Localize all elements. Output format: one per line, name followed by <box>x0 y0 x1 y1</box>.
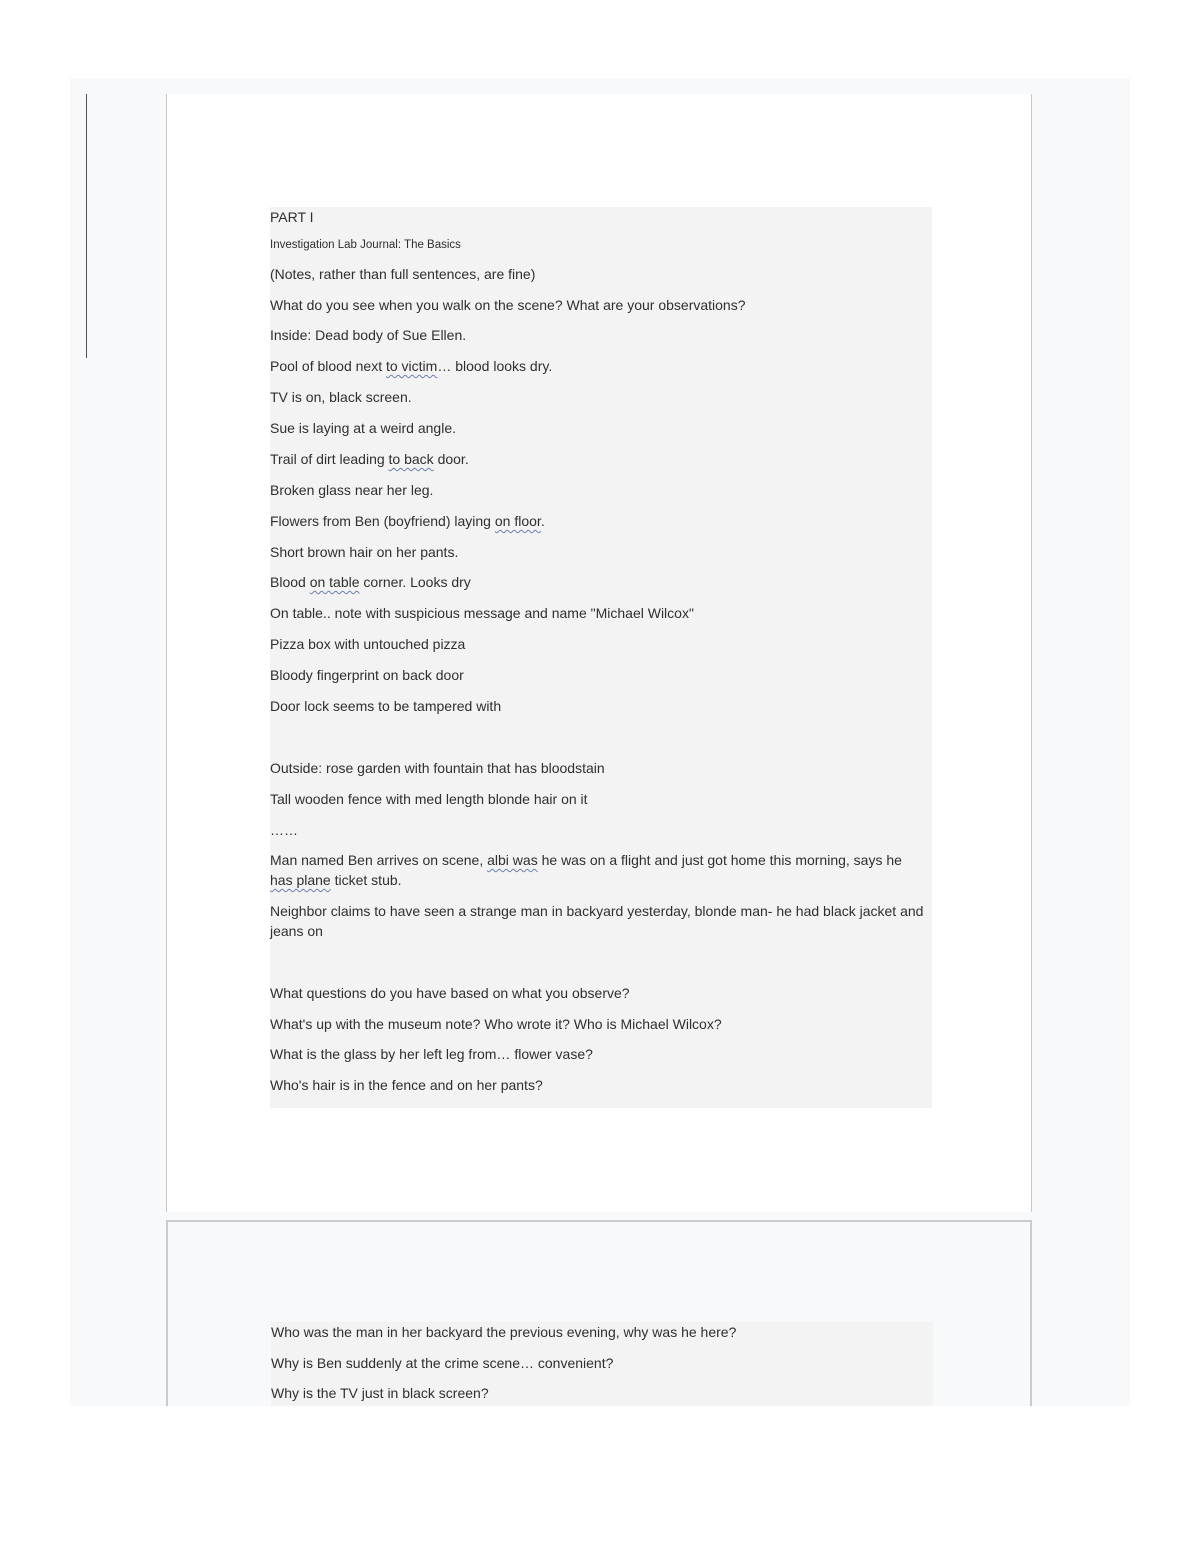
observation-line: TV is on, black screen. <box>270 389 412 405</box>
spelling-flag[interactable]: on floor <box>494 513 541 529</box>
text-run: Flowers from Ben (boyfriend) laying <box>270 513 495 529</box>
observation-line: Short brown hair on her pants. <box>270 544 459 560</box>
observation-line: Inside: Dead body of Sue Ellen. <box>270 327 467 343</box>
questions-heading: What questions do you have based on what you observe? <box>270 985 630 1001</box>
spelling-flag[interactable]: albi was <box>487 852 538 868</box>
text-run: Blood <box>270 574 310 590</box>
margin-rule <box>86 94 87 358</box>
journal-content-block <box>270 207 932 1108</box>
text-run: he was on a flight and just got home this morning, says he <box>537 852 902 868</box>
question-line: Why is the TV just in black screen? <box>271 1385 489 1401</box>
spelling-flag[interactable]: to back <box>388 451 434 467</box>
document-page-2 <box>166 1220 1032 1406</box>
text-run: Pool of blood next <box>270 358 386 374</box>
question-line: Who was the man in her backyard the previous evening, why was he here? <box>271 1324 737 1340</box>
observation-line <box>270 356 930 376</box>
part-heading: PART I <box>270 209 314 225</box>
question-line: Why is Ben suddenly at the crime scene… convenient? <box>271 1355 614 1371</box>
text-run: Man named Ben arrives on scene, <box>270 852 488 868</box>
observation-line: Pizza box with untouched pizza <box>270 636 466 652</box>
text-run: . <box>540 513 545 529</box>
observation-line: On table.. note with suspicious message and name "Michael Wilcox" <box>270 605 694 621</box>
document-page-1 <box>166 94 1032 1212</box>
notes-instruction: (Notes, rather than full sentences, are fine) <box>270 266 536 282</box>
observation-line: Door lock seems to be tampered with <box>270 698 502 714</box>
observation-line: Outside: rose garden with fountain that has bloodstain <box>270 760 605 776</box>
spelling-flag[interactable]: on table <box>309 574 360 590</box>
observation-line <box>270 511 930 531</box>
journal-title: Investigation Lab Journal: The Basics <box>270 239 461 251</box>
question-line: Who's hair is in the fence and on her pants? <box>270 1077 543 1093</box>
observation-line <box>270 449 930 469</box>
question-line: What is the glass by her left leg from… flower vase? <box>270 1046 593 1062</box>
separator-ellipsis: …… <box>270 822 298 838</box>
spelling-flag[interactable]: to victim <box>385 358 438 374</box>
text-run: door. <box>433 451 469 467</box>
journal-content-block <box>271 1322 933 1406</box>
observation-line: Neighbor claims to have seen a strange man in backyard yesterday, blonde man- he had black jacket and jeans on <box>270 903 924 939</box>
text-run: Trail of dirt leading <box>270 451 389 467</box>
observation-line <box>270 572 930 592</box>
observation-line: Sue is laying at a weird angle. <box>270 420 456 436</box>
text-run: … blood looks dry. <box>437 358 553 374</box>
text-run: corner. Looks dry <box>359 574 471 590</box>
question-line: What's up with the museum note? Who wrote it? Who is Michael Wilcox? <box>270 1016 722 1032</box>
text-run: ticket stub. <box>330 872 402 888</box>
observation-line: Bloody fingerprint on back door <box>270 667 464 683</box>
observation-line: Broken glass near her leg. <box>270 482 434 498</box>
document-viewport[interactable] <box>70 78 1130 1406</box>
observation-line: Tall wooden fence with med length blonde hair on it <box>270 791 588 807</box>
observation-question: What do you see when you walk on the scene? What are your observations? <box>270 297 746 313</box>
observation-line <box>270 850 925 890</box>
spelling-flag[interactable]: has plane <box>270 872 331 888</box>
